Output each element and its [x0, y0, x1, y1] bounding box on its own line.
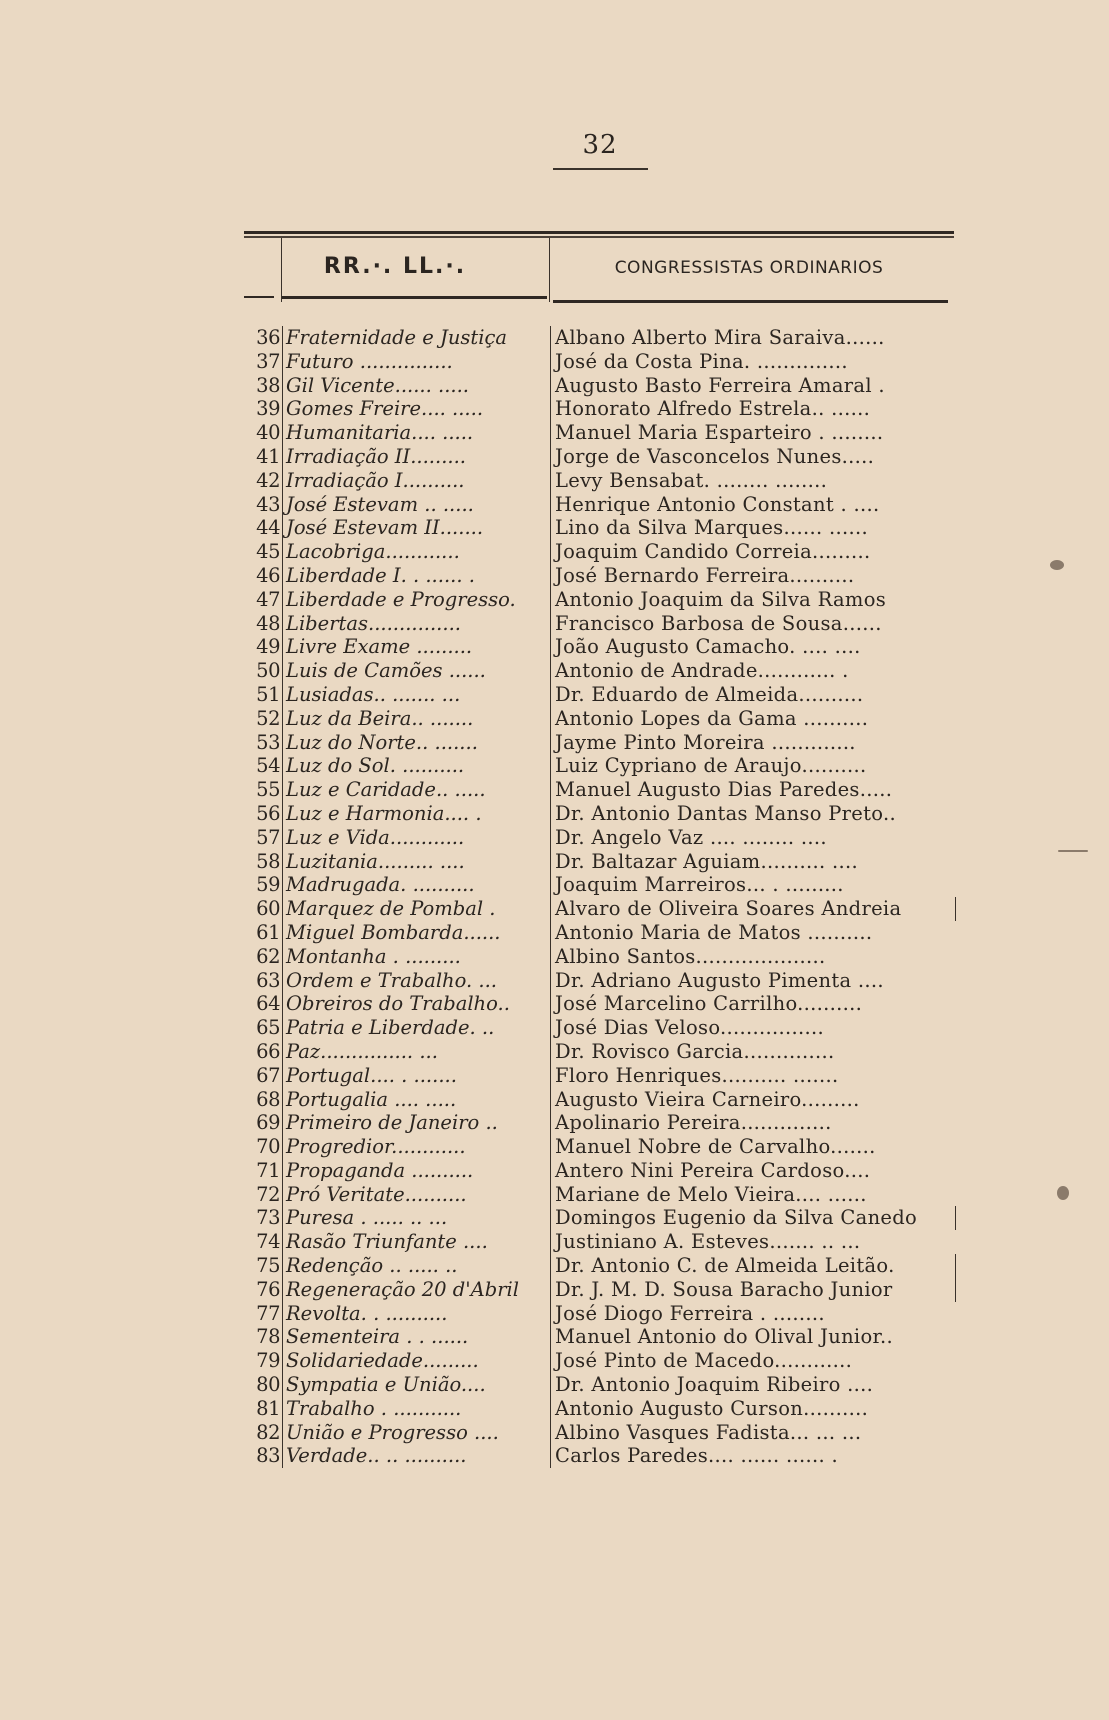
delegate-name: Dr. Eduardo de Almeida.......... — [550, 683, 956, 707]
lodge-number: 75 — [256, 1254, 280, 1278]
table-row — [244, 1302, 956, 1326]
delegate-name: José Pinto de Macedo............ — [550, 1349, 956, 1373]
table-row — [244, 350, 956, 374]
table-row — [244, 612, 956, 636]
delegate-name: Jorge de Vasconcelos Nunes..... — [550, 445, 956, 469]
delegate-name: Dr. J. M. D. Sousa Baracho Junior — [550, 1278, 956, 1302]
lodge-number: 68 — [256, 1087, 280, 1111]
table-header — [244, 238, 954, 302]
delegate-name: Antonio Joaquim da Silva Ramos — [550, 588, 956, 612]
lodge-name: Sympatia e União.... — [282, 1373, 550, 1397]
lodge-number: 41 — [256, 444, 280, 468]
lodge-number: 39 — [256, 397, 280, 421]
lodge-number: 79 — [256, 1349, 280, 1373]
lodge-number: 58 — [256, 849, 280, 873]
table-row — [244, 731, 956, 755]
table-row — [244, 1135, 956, 1159]
table-row — [244, 445, 956, 469]
delegate-name: José Marcelino Carrilho.......... — [550, 992, 956, 1016]
lodge-name: Luz do Norte.. ....... — [282, 731, 550, 755]
lodge-number: 40 — [256, 421, 280, 445]
header-lodges-label: RR.·. LL.·. — [323, 254, 467, 279]
lodge-name: Marquez de Pombal . — [282, 897, 550, 921]
delegate-name: José Dias Veloso................ — [550, 1016, 956, 1040]
table-row — [244, 1016, 956, 1040]
lodge-number: 67 — [256, 1063, 280, 1087]
margin-smudge — [1050, 560, 1064, 570]
lodge-number: 83 — [256, 1444, 280, 1468]
table-row — [244, 588, 956, 612]
delegate-name: Honorato Alfredo Estrela.. ...... — [550, 397, 956, 421]
table-row — [244, 897, 956, 921]
lodge-name: Miguel Bombarda...... — [282, 921, 550, 945]
lodge-name: Irradiação II......... — [282, 445, 550, 469]
header-delegates-label: CONGRESSISTAS ORDINARIOS — [614, 258, 884, 278]
lodge-name: Humanitaria.... ..... — [282, 421, 550, 445]
table-row — [244, 1278, 956, 1302]
lodge-number: 49 — [256, 635, 280, 659]
lodge-name: Propaganda .......... — [282, 1159, 550, 1183]
lodge-name: Luz e Vida............ — [282, 826, 550, 850]
lodge-number: 47 — [256, 587, 280, 611]
table-row — [244, 1183, 956, 1207]
lodge-name: Luis de Camões ...... — [282, 659, 550, 683]
lodge-name: Portugalia .... ..... — [282, 1088, 550, 1112]
lodge-name: Verdade.. .. .......... — [282, 1444, 550, 1468]
lodge-table-body — [244, 326, 956, 1468]
delegate-name: Jayme Pinto Moreira ............. — [550, 731, 956, 755]
lodge-name: Puresa . ..... .. ... — [282, 1206, 550, 1230]
lodge-name: Fraternidade e Justiça — [282, 326, 550, 350]
table-row — [244, 1206, 956, 1230]
lodge-name: Regeneração 20 d'Abril — [282, 1278, 550, 1302]
table-row — [244, 1111, 956, 1135]
delegate-name: José Bernardo Ferreira.......... — [550, 564, 956, 588]
delegate-name: Antonio Lopes da Gama .......... — [550, 707, 956, 731]
lodge-name: Solidariedade......... — [282, 1349, 550, 1373]
lodge-name: Madrugada. .......... — [282, 873, 550, 897]
table-row — [244, 683, 956, 707]
lodge-name: Luz e Harmonia.... . — [282, 802, 550, 826]
table-row — [244, 493, 956, 517]
delegate-name: Alvaro de Oliveira Soares Andreia — [550, 897, 956, 921]
delegate-name: Dr. Antonio C. de Almeida Leitão. — [550, 1254, 956, 1278]
lodge-number: 77 — [256, 1301, 280, 1325]
table-row — [244, 1444, 956, 1468]
lodge-name: Libertas............... — [282, 612, 550, 636]
delegate-name: Manuel Nobre de Carvalho....... — [550, 1135, 956, 1159]
lodge-number: 56 — [256, 801, 280, 825]
table-row — [244, 1373, 956, 1397]
delegate-name: Apolinario Pereira.............. — [550, 1111, 956, 1135]
lodge-number: 64 — [256, 992, 280, 1016]
page-number-underline — [553, 168, 648, 170]
table-row — [244, 945, 956, 969]
lodge-name: Sementeira . . ...... — [282, 1325, 550, 1349]
table-row — [244, 873, 956, 897]
lodge-number: 72 — [256, 1182, 280, 1206]
delegate-name: Domingos Eugenio da Silva Canedo — [550, 1206, 956, 1230]
lodge-number: 63 — [256, 968, 280, 992]
lodge-name: Revolta. . .......... — [282, 1302, 550, 1326]
lodge-number: 62 — [256, 944, 280, 968]
delegate-name: Joaquim Marreiros... . ......... — [550, 873, 956, 897]
lodge-name: Gomes Freire.... ..... — [282, 397, 550, 421]
lodge-number: 42 — [256, 468, 280, 492]
delegate-name: Francisco Barbosa de Sousa...... — [550, 612, 956, 636]
lodge-name: Patria e Liberdade. .. — [282, 1016, 550, 1040]
lodge-number: 71 — [256, 1158, 280, 1182]
margin-smudge — [1057, 1186, 1069, 1200]
lodge-number: 51 — [256, 682, 280, 706]
table-row — [244, 635, 956, 659]
table-row — [244, 374, 956, 398]
delegate-name: Justiniano A. Esteves....... .. ... — [550, 1230, 956, 1254]
lodge-number: 52 — [256, 706, 280, 730]
header-underline-stub — [244, 296, 274, 298]
delegate-name: Albino Santos.................... — [550, 945, 956, 969]
delegate-name: Luiz Cypriano de Araujo.......... — [550, 754, 956, 778]
lodge-number: 73 — [256, 1206, 280, 1230]
lodge-number: 45 — [256, 540, 280, 564]
lodge-number: 80 — [256, 1373, 280, 1397]
lodge-name: Montanha . ......... — [282, 945, 550, 969]
table-row — [244, 540, 956, 564]
lodge-name: Luz do Sol. .......... — [282, 754, 550, 778]
table-row — [244, 1397, 956, 1421]
delegate-name: José Diogo Ferreira . ........ — [550, 1302, 956, 1326]
lodge-name: Redenção .. ..... .. — [282, 1254, 550, 1278]
header-underline-left — [282, 296, 547, 299]
lodge-number: 46 — [256, 563, 280, 587]
lodge-number: 36 — [256, 326, 280, 349]
lodge-name: Paz............... ... — [282, 1040, 550, 1064]
lodge-name: União e Progresso .... — [282, 1421, 550, 1445]
lodge-number: 70 — [256, 1135, 280, 1159]
lodge-number: 66 — [256, 1039, 280, 1063]
table-row — [244, 1088, 956, 1112]
delegate-name: José da Costa Pina. .............. — [550, 350, 956, 374]
table-row — [244, 1040, 956, 1064]
lodge-name: Pró Veritate.......... — [282, 1183, 550, 1207]
table-row — [244, 421, 956, 445]
delegate-name: Manuel Augusto Dias Paredes..... — [550, 778, 956, 802]
table-row — [244, 326, 956, 350]
delegate-name: Dr. Angelo Vaz .... ........ .... — [550, 826, 956, 850]
table-row — [244, 778, 956, 802]
lodge-number: 61 — [256, 920, 280, 944]
table-row — [244, 1230, 956, 1254]
delegate-name: Augusto Basto Ferreira Amaral . — [550, 374, 956, 398]
lodge-number: 50 — [256, 659, 280, 683]
table-row — [244, 992, 956, 1016]
lodge-number: 37 — [256, 349, 280, 373]
delegate-name: Albano Alberto Mira Saraiva...... — [550, 326, 956, 350]
table-row — [244, 707, 956, 731]
delegate-name: Joaquim Candido Correia......... — [550, 540, 956, 564]
table-row — [244, 1421, 956, 1445]
lodge-number: 43 — [256, 492, 280, 516]
delegate-name: Floro Henriques.......... ....... — [550, 1064, 956, 1088]
lodge-number: 82 — [256, 1420, 280, 1444]
page-number: 32 — [582, 130, 618, 160]
lodge-number: 44 — [256, 516, 280, 540]
margin-smudge — [1058, 850, 1088, 852]
delegate-name: Manuel Maria Esparteiro . ........ — [550, 421, 956, 445]
lodge-number: 53 — [256, 730, 280, 754]
table-row — [244, 826, 956, 850]
header-underline-right — [553, 300, 948, 303]
lodge-number: 76 — [256, 1277, 280, 1301]
table-row — [244, 1159, 956, 1183]
lodge-name: Ordem e Trabalho. ... — [282, 969, 550, 993]
lodge-name: Luz e Caridade.. ..... — [282, 778, 550, 802]
lodge-name: Trabalho . ........... — [282, 1397, 550, 1421]
delegate-name: Dr. Baltazar Aguiam.......... .... — [550, 850, 956, 874]
lodge-number: 69 — [256, 1111, 280, 1135]
lodge-name: Liberdade I. . ...... . — [282, 564, 550, 588]
lodge-name: José Estevam .. ..... — [282, 493, 550, 517]
delegate-name: Augusto Vieira Carneiro......... — [550, 1088, 956, 1112]
lodge-name: Portugal.... . ....... — [282, 1064, 550, 1088]
delegate-name: João Augusto Camacho. .... .... — [550, 635, 956, 659]
table-row — [244, 969, 956, 993]
lodge-name: Futuro ............... — [282, 350, 550, 374]
lodge-number: 48 — [256, 611, 280, 635]
lodge-name: Livre Exame ......... — [282, 635, 550, 659]
delegate-name: Lino da Silva Marques...... ...... — [550, 516, 956, 540]
lodge-name: Progredior............ — [282, 1135, 550, 1159]
lodge-name: Gil Vicente...... ..... — [282, 374, 550, 398]
delegate-name: Carlos Paredes.... ...... ...... . — [550, 1444, 956, 1468]
lodge-name: Rasão Triunfante .... — [282, 1230, 550, 1254]
delegate-name: Mariane de Melo Vieira.... ...... — [550, 1183, 956, 1207]
lodge-name: Luzitania......... .... — [282, 850, 550, 874]
delegate-name: Manuel Antonio do Olival Junior.. — [550, 1325, 956, 1349]
lodge-name: Lacobriga............ — [282, 540, 550, 564]
lodge-number: 60 — [256, 897, 280, 921]
delegate-name: Albino Vasques Fadista... ... ... — [550, 1421, 956, 1445]
lodge-name: Luz da Beira.. ....... — [282, 707, 550, 731]
delegate-name: Dr. Antonio Joaquim Ribeiro .... — [550, 1373, 956, 1397]
table-row — [244, 1254, 956, 1278]
lodge-number: 38 — [256, 373, 280, 397]
lodge-name: José Estevam II....... — [282, 516, 550, 540]
table-row — [244, 469, 956, 493]
lodge-number: 81 — [256, 1396, 280, 1420]
lodge-number: 57 — [256, 825, 280, 849]
lodge-number: 74 — [256, 1230, 280, 1254]
lodge-number: 55 — [256, 778, 280, 802]
table-row — [244, 850, 956, 874]
delegate-name: Antero Nini Pereira Cardoso.... — [550, 1159, 956, 1183]
table-row — [244, 802, 956, 826]
lodge-name: Liberdade e Progresso. — [282, 588, 550, 612]
lodge-name: Obreiros do Trabalho.. — [282, 992, 550, 1016]
lodge-number: 59 — [256, 873, 280, 897]
delegate-name: Henrique Antonio Constant . .... — [550, 493, 956, 517]
table-row — [244, 921, 956, 945]
lodge-name: Primeiro de Janeiro .. — [282, 1111, 550, 1135]
table-row — [244, 754, 956, 778]
delegate-name: Antonio de Andrade............ . — [550, 659, 956, 683]
delegate-name: Antonio Maria de Matos .......... — [550, 921, 956, 945]
table-top-rule — [244, 231, 954, 234]
table-row — [244, 516, 956, 540]
delegate-name: Dr. Antonio Dantas Manso Preto.. — [550, 802, 956, 826]
table-row — [244, 1064, 956, 1088]
table-row — [244, 659, 956, 683]
delegate-name: Dr. Adriano Augusto Pimenta .... — [550, 969, 956, 993]
lodge-number: 65 — [256, 1016, 280, 1040]
delegate-name: Antonio Augusto Curson.......... — [550, 1397, 956, 1421]
table-row — [244, 564, 956, 588]
lodge-name: Irradiação I.......... — [282, 469, 550, 493]
table-row — [244, 1325, 956, 1349]
lodge-name: Lusiadas.. ....... ... — [282, 683, 550, 707]
lodge-number: 78 — [256, 1325, 280, 1349]
table-row — [244, 1349, 956, 1373]
delegate-name: Dr. Rovisco Garcia.............. — [550, 1040, 956, 1064]
table-row — [244, 397, 956, 421]
lodge-number: 54 — [256, 754, 280, 778]
delegate-name: Levy Bensabat. ........ ........ — [550, 469, 956, 493]
